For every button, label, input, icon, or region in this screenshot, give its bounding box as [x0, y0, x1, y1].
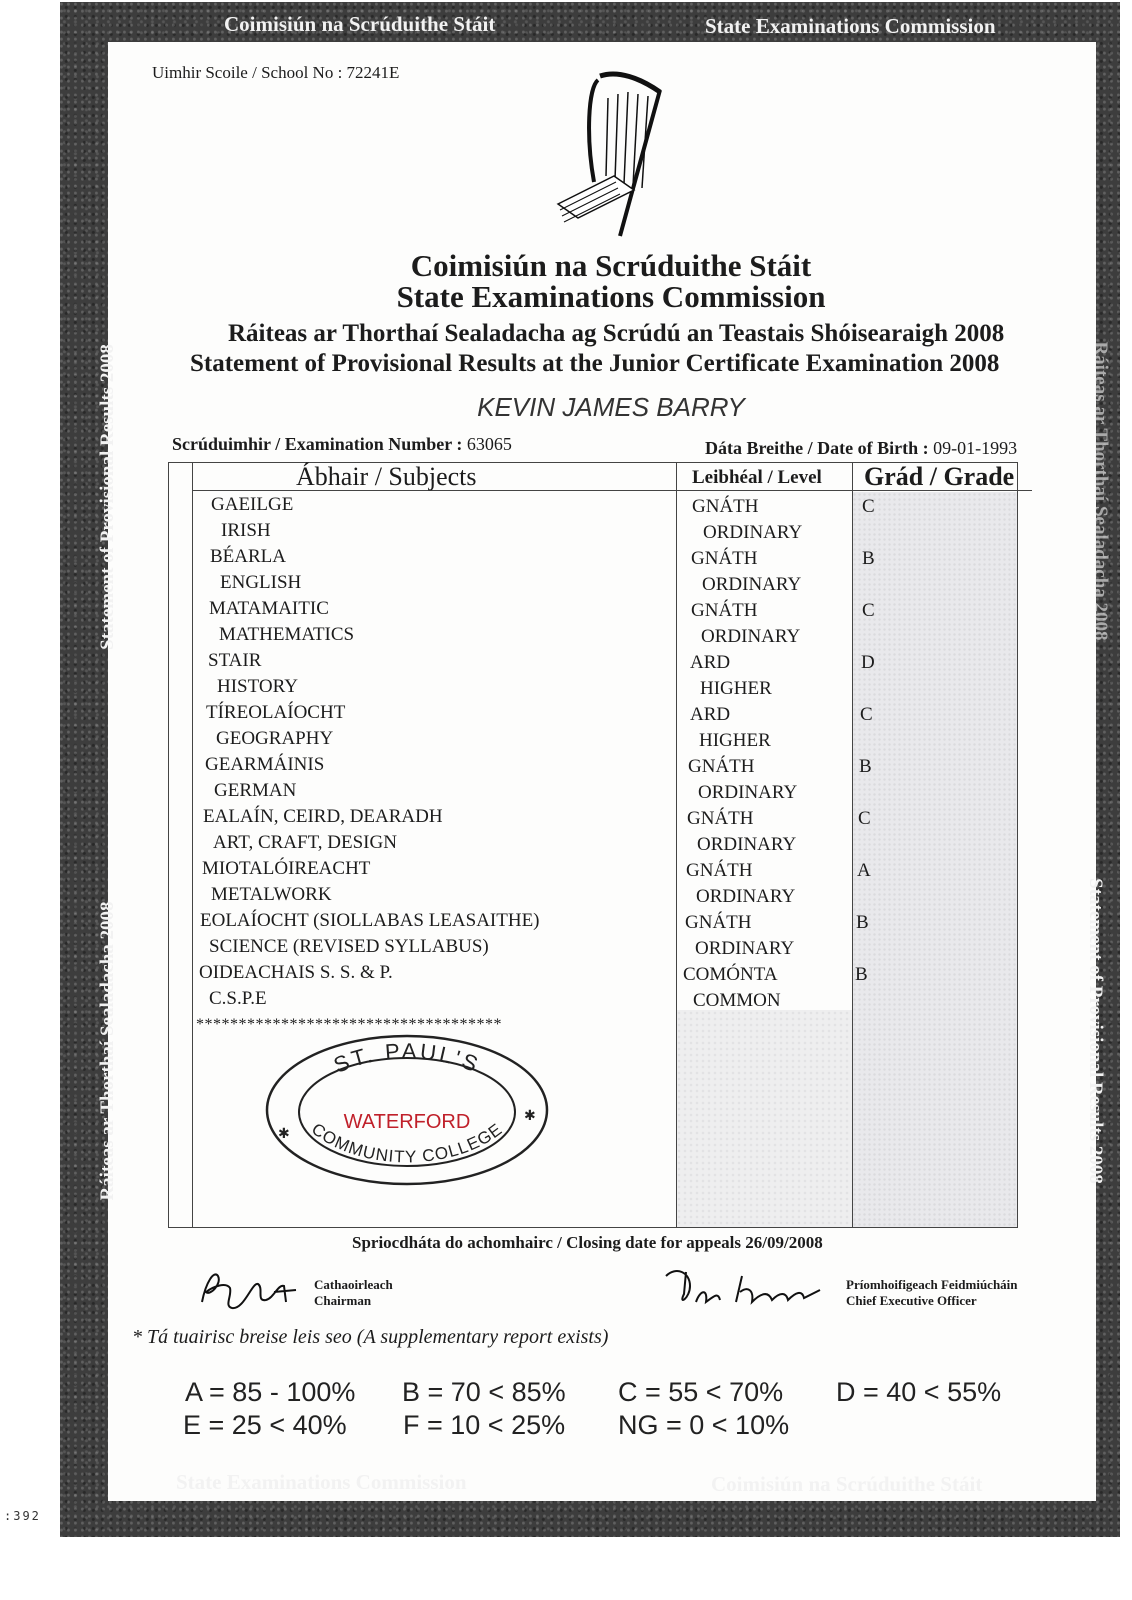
row-subject-ga: BÉARLA [210, 546, 286, 567]
harp-emblem-icon [548, 58, 688, 242]
header-band-left: Coimisiún na Scrúduithe Stáit [224, 12, 496, 36]
school-number-value: 72241E [346, 63, 400, 82]
header-grade: Grád / Grade [864, 462, 1015, 491]
row-grade: D [861, 652, 875, 673]
row-level-ga: GNÁTH [685, 912, 752, 933]
row-level-en: ORDINARY [703, 522, 803, 543]
stamp-bottom-text: COMMUNITY COLLEGE [307, 1119, 507, 1167]
row-level-en: ORDINARY [701, 626, 801, 647]
row-grade: C [860, 704, 873, 725]
row-level-ga: GNÁTH [691, 600, 758, 621]
page-number: :392 [4, 1509, 41, 1523]
row-level-ga: GNÁTH [688, 756, 755, 777]
grade-scale-ng: NG = 0 < 10% [618, 1410, 790, 1440]
grade-scale-b: B = 70 < 85% [402, 1377, 566, 1407]
header-level: Leibhéal / Level [692, 467, 822, 488]
school-number-label: Uimhir Scoile / School No : [152, 63, 343, 82]
row-level-en: HIGHER [699, 730, 771, 751]
row-level-en: ORDINARY [697, 834, 797, 855]
row-level-ga: COMÓNTA [683, 964, 778, 985]
row-subject-ga: MIOTALÓIREACHT [202, 858, 371, 879]
exam-number [172, 434, 512, 455]
side-band-right-bottom: Statement of Provisional Results 2008 [1085, 878, 1106, 1184]
school-stamp [262, 1030, 552, 1190]
row-subject-ga: GAEILGE [211, 494, 294, 515]
row-level-ga: GNÁTH [686, 860, 753, 881]
supplementary-note: * Tá tuairisc breise leis seo (A supplementary report exists) [132, 1326, 609, 1348]
date-of-birth [705, 438, 1017, 459]
row-level-ga: ARD [690, 652, 731, 673]
row-grade: C [858, 808, 871, 829]
grade-scale-c: C = 55 < 70% [618, 1377, 784, 1407]
footer-band-right: Coimisiún na Scrúduithe Stáit [711, 1472, 983, 1496]
title-english: State Examinations Commission [396, 279, 826, 314]
chairman-label-irish: Cathaoirleach [314, 1277, 393, 1292]
header-band-right: State Examinations Commission [705, 14, 996, 38]
row-grade: B [856, 912, 869, 933]
exam-number-value: 63065 [466, 434, 512, 454]
row-level-en: ORDINARY [696, 886, 796, 907]
row-subject-en: HISTORY [217, 676, 298, 697]
row-subject-ga: OIDEACHAIS S. S. & P. [199, 962, 393, 983]
row-level-en: ORDINARY [695, 938, 795, 959]
row-subject-en: MATHEMATICS [219, 624, 355, 645]
row-subject-en: IRISH [221, 520, 271, 541]
chairman-signature-icon [196, 1262, 306, 1318]
grade-scale-e: E = 25 < 40% [183, 1410, 347, 1440]
row-grade: C [862, 496, 875, 517]
row-grade: A [857, 860, 871, 881]
ceo-label-irish: Príomhoifigeach Feidmiúcháin [846, 1277, 1018, 1292]
chairman-label-english: Chairman [314, 1293, 372, 1308]
row-subject-ga: GEARMÁINIS [205, 754, 325, 775]
row-level-ga: GNÁTH [691, 548, 758, 569]
row-grade: B [859, 756, 872, 777]
star-icon: ✱ [524, 1109, 536, 1124]
row-level-en: ORDINARY [698, 782, 798, 803]
row-grade: B [862, 548, 875, 569]
row-subject-en: ART, CRAFT, DESIGN [213, 832, 397, 853]
row-subject-en: C.S.P.E [209, 988, 267, 1009]
candidate-name: KEVIN JAMES BARRY [477, 392, 745, 422]
statement-english: Statement of Provisional Results at the Junior Certificate Examination 2008 [190, 350, 1000, 377]
grade-scale-f: F = 10 < 25% [403, 1410, 566, 1440]
stamp-top-text: ST. PAUL'S [329, 1038, 485, 1078]
footer-band-left: State Examinations Commission [176, 1470, 467, 1494]
grade-scale-a: A = 85 - 100% [185, 1377, 356, 1407]
side-band-left-bottom: Ráiteas ar Thorthaí Sealadacha 2008 [97, 901, 118, 1201]
level-column-divider [676, 462, 677, 1228]
row-grade: B [855, 964, 868, 985]
row-subject-ga: EOLAÍOCHT (SIOLLABAS LEASAITHE) [200, 910, 540, 931]
row-level-en: COMMON [693, 990, 781, 1011]
row-subject-ga: STAIR [208, 650, 262, 671]
ceo-signature-icon [656, 1262, 832, 1312]
date-of-birth-value: 09-01-1993 [933, 438, 1018, 458]
statement-irish: Ráiteas ar Thorthaí Sealadacha ag Scrúdú an Teastais Shóisearaigh 2008 [228, 320, 1005, 347]
row-grade: C [862, 600, 875, 621]
appeals-closing-date: Spriocdháta do achomhairc / Closing date for appeals 26/09/2008 [352, 1233, 823, 1252]
side-band-right-top: Ráiteas ar Thorthaí Sealadacha 2008 [1090, 341, 1111, 641]
school-number [152, 63, 399, 83]
row-level-en: HIGHER [700, 678, 772, 699]
grade-scale-d: D = 40 < 55% [836, 1377, 1002, 1407]
star-icon: ✱ [278, 1127, 290, 1142]
exam-number-label: Scrúduimhir / Examination Number : [172, 434, 463, 454]
row-subject-ga: EALAÍN, CEIRD, DEARADH [203, 806, 443, 827]
row-subject-ga: MATAMAITIC [209, 598, 329, 619]
stamp-middle-text: WATERFORD [343, 1111, 471, 1133]
date-of-birth-label: Dáta Breithe / Date of Birth : [705, 438, 929, 458]
title-irish: Coimisiún na Scrúduithe Stáit [410, 248, 812, 283]
row-subject-ga: TÍREOLAÍOCHT [206, 702, 346, 723]
row-subject-en: SCIENCE (REVISED SYLLABUS) [209, 936, 489, 957]
row-level-en: ORDINARY [702, 574, 802, 595]
row-subject-en: ENGLISH [220, 572, 302, 593]
ceo-label [846, 1277, 1018, 1309]
row-subject-en: GEOGRAPHY [216, 728, 334, 749]
chairman-label [314, 1277, 393, 1309]
row-subject-en: METALWORK [211, 884, 332, 905]
grade-column-divider [852, 462, 853, 1228]
side-band-left-top: Statement of Provisional Results 2008 [97, 344, 118, 650]
table-end-marker: ************************************ [196, 1016, 502, 1033]
row-level-ga: ARD [690, 704, 731, 725]
ceo-label-english: Chief Executive Officer [846, 1293, 977, 1308]
row-level-ga: GNÁTH [692, 496, 759, 517]
row-subject-en: GERMAN [214, 780, 297, 801]
header-subjects: Ábhair / Subjects [296, 462, 477, 491]
row-level-ga: GNÁTH [687, 808, 754, 829]
